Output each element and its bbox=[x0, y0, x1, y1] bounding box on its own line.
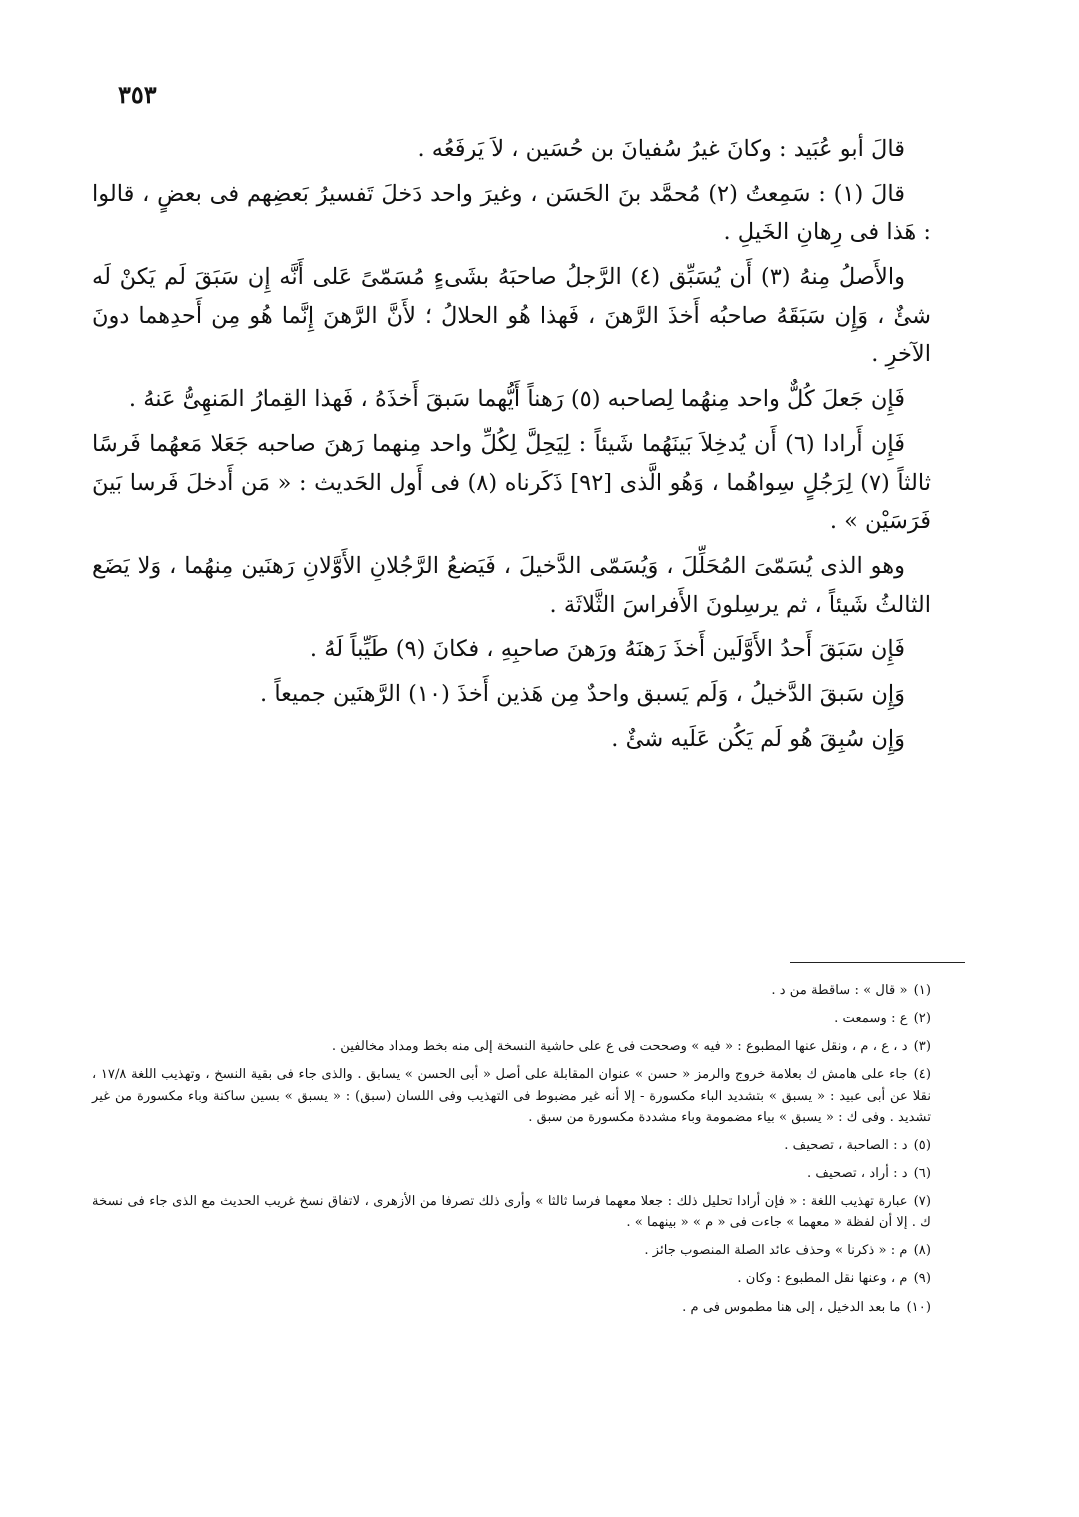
footnote-number: (٣) bbox=[913, 1039, 931, 1055]
main-text bbox=[92, 130, 931, 764]
paragraph: قالَ أبو عُبَيد : وكانَ غيرُ سُفيانَ بن حُسَين ، لاَ يَرفَعُه . bbox=[417, 136, 905, 162]
paragraph: فَإِن جَعلَ كُلٌّ واحد مِنهُما لِصاحبه (٥) رَهناً أَيُّهما سَبقَ أَخذَهُ ، فَهذا القِمارُ المَنهِىُّ عَنهُ . bbox=[128, 386, 905, 413]
footnote-number: (١٠) bbox=[906, 1299, 931, 1315]
footnote bbox=[92, 1008, 931, 1029]
footnote bbox=[92, 1240, 931, 1261]
footnote-number: (٦) bbox=[913, 1165, 931, 1181]
footnote-text: د ، ع ، م ، ونقل عنها المطبوع : « فيه » وصححت فى ع على حاشية النسخة إلى منه بخط ومداد مخالفين . bbox=[331, 1039, 908, 1055]
footnote-number: (٨) bbox=[913, 1243, 931, 1259]
paragraph: فَإِن سَبَقَ أَحدُ الأَوَّلَين أَخذَ رَهنَهُ ورَهنَ صاحبِهِ ، فكانَ (٩) طَيِّباً لَهُ . bbox=[309, 636, 905, 663]
footnote bbox=[92, 1036, 931, 1057]
page-number: ٣٥٣ bbox=[118, 80, 157, 109]
footnote bbox=[92, 1191, 931, 1233]
paragraph: فَإِن أَرادا (٦) أَن يُدخِلاَ بَينَهُما شَيئاً : لِيَحِلَّ لِكُلِّ واحد مِنهما رَهنَ صاحبه جَعَلا مَعهُما فَرسًا ثالثاً (٧) لِرَجُلٍ سِواهُما ، وَهُو الَّذى [٩٢] ذَكَرناه (٨) فى أَول الحَديث : « مَن أَدخلَ فَرسا بَينَ فَرَسَيْن » . bbox=[92, 430, 931, 535]
footnote bbox=[92, 1135, 931, 1156]
footnote-divider bbox=[790, 962, 965, 963]
footnote-number: (٤) bbox=[913, 1067, 931, 1083]
footnote-text: م ، وعنها نقل المطبوع : وكان . bbox=[737, 1271, 908, 1287]
paragraph: وَإِن سَبقَ الدَّخيلُ ، وَلَم يَسبق واحدٌ مِن هَذين أَخذَ (١٠) الرَّهنَين جميعاً . bbox=[260, 680, 905, 707]
paragraph: والأَصلُ مِنهُ (٣) أَن يُسَبِّق (٤) الرَّجلُ صاحبَهُ بشَىءٍ مُسَمّىً عَلى أَنَّه إِن سَبَقَ لَم يَكنْ لَه شئٌ ، وَإِن سَبَقَهُ صاحبُه أَخذَ الرَّهنَ ، فَهذا هُو الحلالُ ؛ لأَنَّ الرَّهنَ إِنَّما هُو مِن أَحدِهما دونَ الآخرِ . bbox=[92, 264, 931, 368]
footnote bbox=[92, 1064, 931, 1127]
footnote-text: د : أراد ، تصحيف . bbox=[807, 1165, 908, 1181]
footnote bbox=[92, 1297, 931, 1318]
footnote-number: (٩) bbox=[913, 1271, 931, 1287]
footnote bbox=[92, 980, 931, 1001]
footnote bbox=[92, 1163, 931, 1184]
footnote-text: « قال » : ساقطة من د . bbox=[771, 983, 908, 998]
footnote-text: عبارة تهذيب اللغة : « فإن أرادا تحليل ذلك : جعلا معهما فرسا ثالثا » وأرى ذلك تصرفا من الأزهرى ، لاتفاق نسخ غريب الحديث مع الذى جاء فى نسخة ك . إلا أن لفظة « معهما » جاءت فى « م » « بينهما » . bbox=[92, 1194, 931, 1231]
footnote-text: ما بعد الدخيل ، إلى هنا مطموس فى م . bbox=[682, 1299, 901, 1315]
footnote-text: د : الصاحبة ، تصحيف . bbox=[784, 1137, 908, 1153]
footnote-text: م : « ذكرنا » وحذف عائد الصلة المنصوب جائز . bbox=[644, 1243, 908, 1259]
footnote bbox=[92, 1268, 931, 1289]
footnote-text: جاء على هامش ك بعلامة خروج والرمز « حسن » عنوان المقابلة على أصل « أبى الحسن » يسابق . والذى جاء فى بقية النسخ ، وتهذيب اللغة ١٧/٨ ، نقلا عن أبى عبيد : « يسبق » بتشديد الباء مكسورة - إلا أنه غير مضبوط فى التهذيب وفى اللسان (سبق) : « يسبق » بسين ساكنة وباء مكسورة من غير تشديد . وفى ك : « يسبق » بياء مضمومة وباء مشددة مكسورة من سبق . bbox=[92, 1067, 931, 1125]
paragraph: وهو الذى يُسَمّىَ المُحَلِّلَ ، وَيُسَمّى الدَّخيلَ ، فَيَضعُ الرَّجُلانِ الأَوَّلانِ رَهنَين مِنهُما ، وَلا يَضَع الثالثُ شَيئاً ، ثم يرسِلونَ الأَفراسَ الثَّلاثَة . bbox=[92, 552, 931, 618]
footnote-number: (٧) bbox=[913, 1194, 931, 1209]
paragraph: قالَ (١) : سَمِعتُ (٢) مُحمَّد بنَ الحَسَن ، وغيرَ واحد دَخلَ تَفسيرُ بَعضِهم فى بعضٍ ، قالوا : هَذا فى رِهانِ الخَيلِ . bbox=[92, 180, 931, 246]
footnote-text: ع : وسمعت . bbox=[834, 1011, 908, 1027]
footnote-number: (٥) bbox=[913, 1137, 931, 1153]
footnote-number: (٢) bbox=[913, 1011, 931, 1027]
footnotes bbox=[92, 980, 931, 1325]
paragraph: وَإِن سُبِقَ هُو لَم يَكُن عَلَيه شئٌ . bbox=[611, 725, 905, 752]
footnote-number: (١) bbox=[913, 983, 931, 998]
